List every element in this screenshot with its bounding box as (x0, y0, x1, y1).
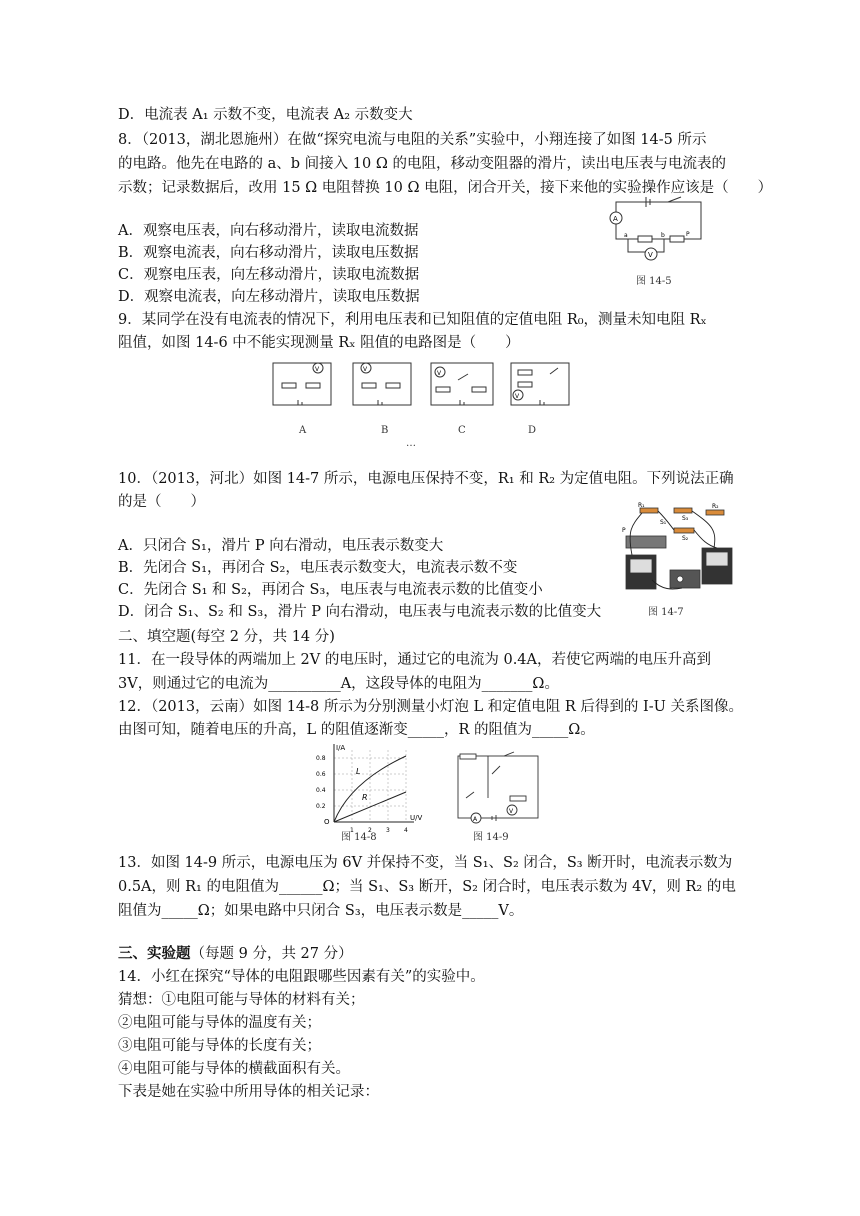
q8-stem-1: 8．（2013，湖北恩施州）在做“探究电流与电阻的关系”实验中，小翔连接了如图 14-5 所示 (118, 132, 707, 148)
caption-option-d: D (528, 425, 537, 436)
svg-text:P: P (622, 527, 626, 534)
svg-text:V: V (437, 370, 442, 377)
q14-guess-3: ③电阻可能与导体的长度有关； (118, 1038, 321, 1054)
section-three-points: （每题 9 分，共 27 分） (190, 946, 353, 962)
curve-l-label: L (356, 767, 361, 776)
q8-stem-3: 示数；记录数据后，改用 15 Ω 电阻替换 10 Ω 电阻，闭合开关，接下来他的实验操作应该是（ ） (118, 180, 773, 196)
q14-guess-2: ②电阻可能与导体的温度有关； (118, 1015, 321, 1031)
section-three-heading (118, 943, 353, 965)
q8-option-b: B．观察电流表，向右移动滑片，读取电压数据 (118, 245, 419, 261)
figure-14-6-circuits (268, 360, 598, 418)
section-three-title: 三、实验题 (118, 945, 191, 962)
svg-text:a: a (624, 232, 628, 239)
q8-option-a: A．观察电压表，向右移动滑片，读取电流数据 (118, 223, 419, 239)
caption-option-a: A (299, 425, 307, 436)
q8-stem-2: 的电路。他先在电路的 a、b 间接入 10 Ω 的电阻，移动变阻器的滑片，读出电压表与电流表的 (118, 156, 726, 172)
caption-option-c: C (458, 425, 466, 436)
xtick-4: 4 (404, 827, 408, 834)
svg-text:P: P (686, 231, 690, 238)
curve-l (334, 756, 406, 822)
graph-x-label: U/V (410, 814, 423, 822)
q14-table-intro: 下表是她在实验中所用导体的相关记录： (118, 1084, 379, 1100)
q10-stem-2: 的是（ ） (118, 494, 205, 510)
caption-dots: … (406, 438, 416, 449)
figure-14-5-circuit (606, 194, 706, 259)
q14-guess-4: ④电阻可能与导体的横截面积有关。 (118, 1061, 350, 1077)
figure-14-9-circuit (448, 752, 550, 824)
svg-text:V: V (648, 251, 653, 259)
figure-14-7-apparatus (622, 500, 740, 598)
q9-stem-2: 阻值，如图 14-6 中不能实现测量 Rₓ 阻值的电路图是（ ） (118, 335, 520, 351)
svg-text:V: V (509, 808, 514, 815)
ytick-06: 0.6 (316, 771, 326, 778)
q10-option-c: C．先闭合 S₁ 和 S₂，再闭合 S₃，电压表与电流表示数的比值变小 (118, 582, 543, 598)
caption-fig-14-7: 图 14-7 (648, 607, 684, 618)
q14-stem: 14．小红在探究“导体的电阻跟哪些因素有关”的实验中。 (118, 969, 485, 985)
q13-stem-3: 阻值为_____Ω；如果电路中只闭合 S₃，电压表示数是_____V。 (118, 903, 524, 919)
q11-stem-1: 11．在一段导体的两端加上 2V 的电压时，通过它的电流为 0.4A，若使它两端的电压升高到 (118, 652, 712, 668)
line-r (334, 792, 406, 822)
q10-option-b: B．先闭合 S₁，再闭合 S₂，电压表示数变大，电流表示数不变 (118, 560, 518, 576)
q13-stem-1: 13．如图 14-9 所示，电源电压为 6V 并保持不变，当 S₁、S₂ 闭合，S₃ 断开时，电流表示数为 (118, 855, 733, 871)
q10-stem-1: 10．（2013，河北）如图 14-7 所示，电源电压保持不变，R₁ 和 R₂ 为定值电阻。下列说法正确 (118, 471, 734, 487)
caption-fig-14-8: 图 14-8 (341, 832, 377, 843)
svg-text:V: V (315, 366, 320, 373)
ytick-08: 0.8 (316, 755, 326, 762)
section-two-heading: 二、填空题(每空 2 分，共 14 分) (118, 629, 335, 645)
q14-guess-1: 猜想：①电阻可能与导体的材料有关； (118, 992, 365, 1008)
xtick-1: 1 (350, 827, 354, 834)
q9-stem-1: 9．某同学在没有电流表的情况下，利用电压表和已知阻值的定值电阻 R₀，测量未知电阻 Rₓ (118, 312, 707, 328)
q13-stem-2: 0.5A，则 R₁ 的电阻值为______Ω；当 S₁、S₃ 断开，S₂ 闭合时，电压表示数为 4V，则 R₂ 的电 (118, 879, 736, 895)
q11-stem-2: 3V，则通过它的电流为__________A，这段导体的电阻为_______Ω。 (118, 676, 559, 692)
svg-text:V: V (515, 393, 520, 400)
caption-option-b: B (381, 425, 389, 436)
svg-text:S₂: S₂ (682, 535, 689, 542)
q8-option-d: D．观察电流表，向左移动滑片，读取电压数据 (118, 289, 420, 305)
ytick-02: 0.2 (316, 803, 326, 810)
q12-stem-1: 12．（2013，云南）如图 14-8 所示为分别测量小灯泡 L 和定值电阻 R 后得到的 I-U 关系图像。 (118, 699, 743, 715)
xtick-3: 3 (386, 827, 390, 834)
svg-text:R₂: R₂ (712, 503, 719, 510)
svg-text:R₁: R₁ (638, 502, 645, 509)
q12-stem-2: 由图可知，随着电压的升高，L 的阻值逐渐变_____，R 的阻值为_____Ω。 (118, 722, 595, 738)
line-r-label: R (362, 793, 368, 802)
xtick-2: 2 (368, 827, 372, 834)
q10-option-a: A．只闭合 S₁，滑片 P 向右滑动，电压表示数变大 (118, 538, 444, 554)
figure-14-8-graph (310, 742, 423, 834)
svg-text:A: A (613, 215, 618, 223)
graph-origin: O (324, 818, 330, 826)
caption-fig-14-5: 图 14-5 (636, 276, 672, 287)
q8-option-c: C．观察电压表，向左移动滑片，读取电流数据 (118, 267, 420, 283)
svg-text:V: V (363, 366, 368, 373)
q7-option-d: D．电流表 A₁ 示数不变，电流表 A₂ 示数变大 (118, 107, 413, 123)
ytick-04: 0.4 (316, 787, 326, 794)
svg-text:S₃: S₃ (682, 515, 689, 522)
svg-text:S₁: S₁ (660, 519, 667, 526)
svg-text:b: b (661, 232, 665, 239)
graph-y-label: I/A (336, 744, 346, 752)
q10-option-d: D．闭合 S₁、S₂ 和 S₃，滑片 P 向右滑动，电压表与电流表示数的比值变大 (118, 604, 602, 620)
svg-text:A: A (473, 816, 478, 823)
caption-fig-14-9: 图 14-9 (473, 832, 509, 843)
